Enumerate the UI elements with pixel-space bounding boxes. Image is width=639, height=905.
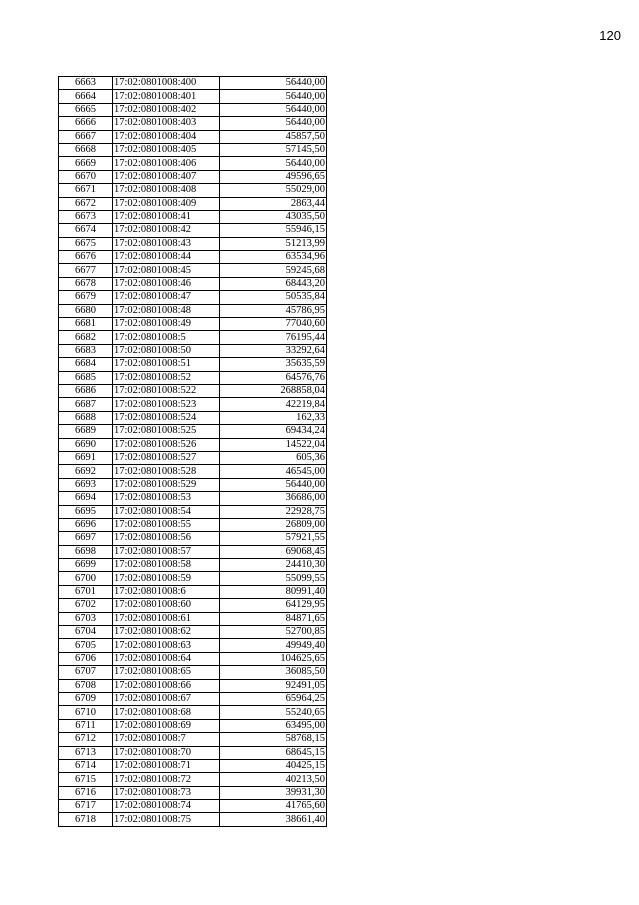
cadastral-value: 68645,15 [220, 746, 327, 759]
cadastral-number: 17:02:0801008:47 [113, 291, 220, 304]
cadastral-value: 63534,96 [220, 251, 327, 264]
row-number: 6688 [59, 411, 113, 424]
row-number: 6704 [59, 626, 113, 639]
cadastral-number: 17:02:0801008:52 [113, 371, 220, 384]
cadastral-number: 17:02:0801008:526 [113, 438, 220, 451]
table-row [59, 666, 327, 679]
table-row [59, 425, 327, 438]
row-number: 6716 [59, 786, 113, 799]
cadastral-number: 17:02:0801008:69 [113, 719, 220, 732]
cadastral-value: 46545,00 [220, 465, 327, 478]
cadastral-number: 17:02:0801008:403 [113, 117, 220, 130]
row-number: 6694 [59, 492, 113, 505]
row-number: 6681 [59, 318, 113, 331]
table-row [59, 559, 327, 572]
cadastral-number: 17:02:0801008:54 [113, 505, 220, 518]
cadastral-value: 40213,50 [220, 773, 327, 786]
table-row [59, 90, 327, 103]
row-number: 6691 [59, 451, 113, 464]
cadastral-number: 17:02:0801008:57 [113, 545, 220, 558]
table-row [59, 291, 327, 304]
table-row [59, 304, 327, 317]
row-number: 6718 [59, 813, 113, 826]
cadastral-value: 69434,24 [220, 425, 327, 438]
table-row [59, 773, 327, 786]
cadastral-number: 17:02:0801008:75 [113, 813, 220, 826]
row-number: 6678 [59, 277, 113, 290]
cadastral-number: 17:02:0801008:68 [113, 706, 220, 719]
cadastral-number: 17:02:0801008:45 [113, 264, 220, 277]
cadastral-value: 55029,00 [220, 184, 327, 197]
row-number: 6673 [59, 210, 113, 223]
cadastral-value: 92491,05 [220, 679, 327, 692]
cadastral-value: 2863,44 [220, 197, 327, 210]
cadastral-number: 17:02:0801008:408 [113, 184, 220, 197]
row-number: 6697 [59, 532, 113, 545]
table-row [59, 143, 327, 156]
table-row [59, 639, 327, 652]
table-row [59, 331, 327, 344]
cadastral-number: 17:02:0801008:49 [113, 318, 220, 331]
cadastral-value: 605,36 [220, 451, 327, 464]
row-number: 6709 [59, 692, 113, 705]
cadastral-number: 17:02:0801008:44 [113, 251, 220, 264]
row-number: 6676 [59, 251, 113, 264]
cadastral-number: 17:02:0801008:6 [113, 585, 220, 598]
table-row [59, 692, 327, 705]
table-row [59, 492, 327, 505]
cadastral-value: 49596,65 [220, 170, 327, 183]
cadastral-number: 17:02:0801008:62 [113, 626, 220, 639]
cadastral-number: 17:02:0801008:66 [113, 679, 220, 692]
table-row [59, 103, 327, 116]
cadastral-number: 17:02:0801008:64 [113, 652, 220, 665]
cadastral-number: 17:02:0801008:46 [113, 277, 220, 290]
table-row [59, 652, 327, 665]
table-row [59, 117, 327, 130]
cadastral-value: 80991,40 [220, 585, 327, 598]
cadastral-number: 17:02:0801008:58 [113, 559, 220, 572]
row-number: 6700 [59, 572, 113, 585]
cadastral-number: 17:02:0801008:524 [113, 411, 220, 424]
table-row [59, 599, 327, 612]
row-number: 6666 [59, 117, 113, 130]
cadastral-value: 40425,15 [220, 759, 327, 772]
table-row [59, 532, 327, 545]
cadastral-number: 17:02:0801008:56 [113, 532, 220, 545]
cadastral-number: 17:02:0801008:74 [113, 800, 220, 813]
cadastral-value: 49949,40 [220, 639, 327, 652]
row-number: 6663 [59, 77, 113, 90]
row-number: 6684 [59, 358, 113, 371]
table-row [59, 719, 327, 732]
table-row [59, 612, 327, 625]
cadastral-value: 63495,00 [220, 719, 327, 732]
cadastral-value: 56440,00 [220, 103, 327, 116]
row-number: 6675 [59, 237, 113, 250]
table-row [59, 585, 327, 598]
row-number: 6692 [59, 465, 113, 478]
table-row [59, 130, 327, 143]
cadastral-value: 55240,65 [220, 706, 327, 719]
cadastral-value: 104625,65 [220, 652, 327, 665]
cadastral-number: 17:02:0801008:400 [113, 77, 220, 90]
cadastral-value: 77040,60 [220, 318, 327, 331]
table-row [59, 224, 327, 237]
row-number: 6705 [59, 639, 113, 652]
row-number: 6703 [59, 612, 113, 625]
row-number: 6710 [59, 706, 113, 719]
table-row [59, 398, 327, 411]
row-number: 6711 [59, 719, 113, 732]
cadastral-number: 17:02:0801008:71 [113, 759, 220, 772]
row-number: 6665 [59, 103, 113, 116]
cadastral-number: 17:02:0801008:50 [113, 344, 220, 357]
cadastral-value: 14522,04 [220, 438, 327, 451]
table-row [59, 545, 327, 558]
cadastral-number: 17:02:0801008:59 [113, 572, 220, 585]
row-number: 6696 [59, 518, 113, 531]
cadastral-value: 41765,60 [220, 800, 327, 813]
row-number: 6702 [59, 599, 113, 612]
cadastral-number: 17:02:0801008:72 [113, 773, 220, 786]
row-number: 6668 [59, 143, 113, 156]
table-row [59, 438, 327, 451]
cadastral-value: 84871,65 [220, 612, 327, 625]
row-number: 6715 [59, 773, 113, 786]
row-number: 6664 [59, 90, 113, 103]
cadastral-value: 45786,95 [220, 304, 327, 317]
row-number: 6712 [59, 733, 113, 746]
cadastral-number: 17:02:0801008:42 [113, 224, 220, 237]
cadastral-value: 57145,50 [220, 143, 327, 156]
cadastral-number: 17:02:0801008:522 [113, 384, 220, 397]
table-row [59, 237, 327, 250]
table-row [59, 451, 327, 464]
cadastral-value: 51213,99 [220, 237, 327, 250]
cadastral-number: 17:02:0801008:406 [113, 157, 220, 170]
page-number: 120 [599, 28, 621, 43]
cadastral-value: 50535,84 [220, 291, 327, 304]
cadastral-number: 17:02:0801008:401 [113, 90, 220, 103]
table-row [59, 77, 327, 90]
cadastral-value: 52700,85 [220, 626, 327, 639]
table-row [59, 813, 327, 826]
cadastral-number: 17:02:0801008:41 [113, 210, 220, 223]
table-row [59, 197, 327, 210]
table-row [59, 318, 327, 331]
table-row [59, 626, 327, 639]
cadastral-value: 58768,15 [220, 733, 327, 746]
cadastral-number: 17:02:0801008:65 [113, 666, 220, 679]
cadastral-number: 17:02:0801008:61 [113, 612, 220, 625]
row-number: 6679 [59, 291, 113, 304]
cadastral-value: 22928,75 [220, 505, 327, 518]
table-row [59, 759, 327, 772]
row-number: 6699 [59, 559, 113, 572]
row-number: 6717 [59, 800, 113, 813]
cadastral-value: 268858,04 [220, 384, 327, 397]
table-body [59, 77, 327, 827]
row-number: 6680 [59, 304, 113, 317]
row-number: 6698 [59, 545, 113, 558]
table-row [59, 251, 327, 264]
row-number: 6667 [59, 130, 113, 143]
row-number: 6682 [59, 331, 113, 344]
cadastral-number: 17:02:0801008:523 [113, 398, 220, 411]
cadastral-value: 24410,30 [220, 559, 327, 572]
cadastral-value: 45857,50 [220, 130, 327, 143]
table-row [59, 371, 327, 384]
cadastral-value: 57921,55 [220, 532, 327, 545]
cadastral-number: 17:02:0801008:409 [113, 197, 220, 210]
table-row [59, 465, 327, 478]
cadastral-value: 35635,59 [220, 358, 327, 371]
row-number: 6672 [59, 197, 113, 210]
table-row [59, 170, 327, 183]
table-row [59, 800, 327, 813]
table-row [59, 706, 327, 719]
cadastral-number: 17:02:0801008:7 [113, 733, 220, 746]
cadastral-value: 43035,50 [220, 210, 327, 223]
row-number: 6689 [59, 425, 113, 438]
table-row [59, 679, 327, 692]
table-row [59, 786, 327, 799]
cadastral-value: 42219,84 [220, 398, 327, 411]
row-number: 6708 [59, 679, 113, 692]
cadastral-number: 17:02:0801008:48 [113, 304, 220, 317]
table-row [59, 264, 327, 277]
table-row [59, 518, 327, 531]
cadastral-value: 65964,25 [220, 692, 327, 705]
row-number: 6713 [59, 746, 113, 759]
row-number: 6707 [59, 666, 113, 679]
cadastral-number: 17:02:0801008:407 [113, 170, 220, 183]
cadastral-value: 64576,76 [220, 371, 327, 384]
cadastral-value: 56440,00 [220, 478, 327, 491]
table-row [59, 344, 327, 357]
row-number: 6714 [59, 759, 113, 772]
cadastral-value: 68443,20 [220, 277, 327, 290]
table-row [59, 184, 327, 197]
cadastral-number: 17:02:0801008:55 [113, 518, 220, 531]
row-number: 6671 [59, 184, 113, 197]
cadastral-number: 17:02:0801008:527 [113, 451, 220, 464]
cadastral-number: 17:02:0801008:525 [113, 425, 220, 438]
row-number: 6706 [59, 652, 113, 665]
cadastral-number: 17:02:0801008:70 [113, 746, 220, 759]
cadastral-number: 17:02:0801008:405 [113, 143, 220, 156]
cadastral-value-table [58, 76, 327, 827]
row-number: 6674 [59, 224, 113, 237]
row-number: 6685 [59, 371, 113, 384]
table-row [59, 277, 327, 290]
cadastral-value: 36085,50 [220, 666, 327, 679]
table-row [59, 157, 327, 170]
table-row [59, 210, 327, 223]
row-number: 6669 [59, 157, 113, 170]
cadastral-value: 56440,00 [220, 90, 327, 103]
row-number: 6695 [59, 505, 113, 518]
row-number: 6677 [59, 264, 113, 277]
table-row [59, 733, 327, 746]
table-row [59, 384, 327, 397]
row-number: 6701 [59, 585, 113, 598]
row-number: 6693 [59, 478, 113, 491]
cadastral-value: 59245,68 [220, 264, 327, 277]
cadastral-value: 33292,64 [220, 344, 327, 357]
cadastral-value: 69068,45 [220, 545, 327, 558]
cadastral-number: 17:02:0801008:60 [113, 599, 220, 612]
table-row [59, 505, 327, 518]
cadastral-number: 17:02:0801008:73 [113, 786, 220, 799]
cadastral-number: 17:02:0801008:67 [113, 692, 220, 705]
cadastral-number: 17:02:0801008:51 [113, 358, 220, 371]
row-number: 6690 [59, 438, 113, 451]
row-number: 6670 [59, 170, 113, 183]
table-row [59, 572, 327, 585]
cadastral-value: 76195,44 [220, 331, 327, 344]
table-row [59, 478, 327, 491]
cadastral-number: 17:02:0801008:528 [113, 465, 220, 478]
cadastral-value: 38661,40 [220, 813, 327, 826]
cadastral-value: 162,33 [220, 411, 327, 424]
cadastral-number: 17:02:0801008:53 [113, 492, 220, 505]
cadastral-value: 26809,00 [220, 518, 327, 531]
row-number: 6687 [59, 398, 113, 411]
cadastral-value: 56440,00 [220, 77, 327, 90]
cadastral-value: 55099,55 [220, 572, 327, 585]
table-row [59, 746, 327, 759]
cadastral-number: 17:02:0801008:529 [113, 478, 220, 491]
cadastral-value: 64129,95 [220, 599, 327, 612]
cadastral-value: 36686,00 [220, 492, 327, 505]
cadastral-value: 39931,30 [220, 786, 327, 799]
cadastral-number: 17:02:0801008:63 [113, 639, 220, 652]
table-row [59, 358, 327, 371]
cadastral-value: 56440,00 [220, 117, 327, 130]
row-number: 6683 [59, 344, 113, 357]
table-row [59, 411, 327, 424]
cadastral-value: 56440,00 [220, 157, 327, 170]
cadastral-number: 17:02:0801008:402 [113, 103, 220, 116]
cadastral-number: 17:02:0801008:404 [113, 130, 220, 143]
cadastral-value: 55946,15 [220, 224, 327, 237]
cadastral-number: 17:02:0801008:43 [113, 237, 220, 250]
row-number: 6686 [59, 384, 113, 397]
cadastral-number: 17:02:0801008:5 [113, 331, 220, 344]
